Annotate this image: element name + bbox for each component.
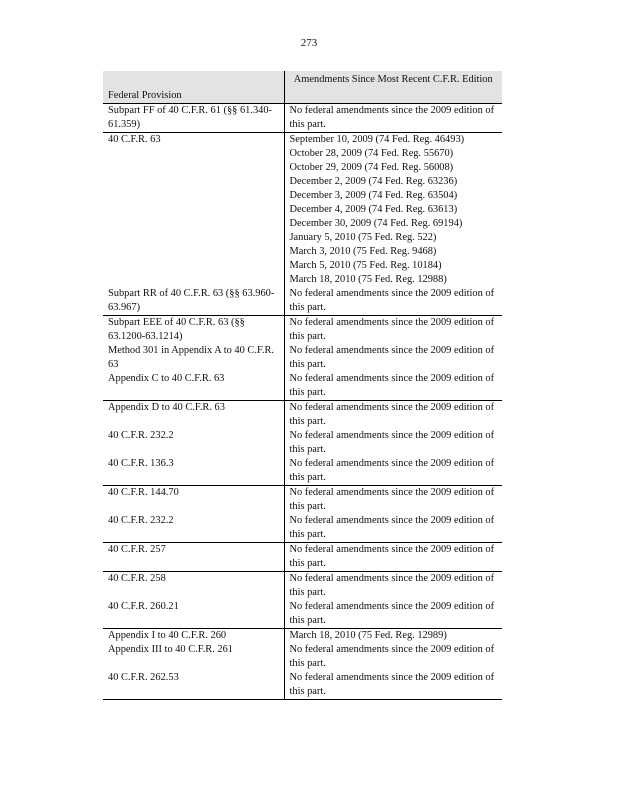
amendments-cell (284, 457, 502, 486)
amendments-cell (284, 429, 502, 457)
amendment-entry: December 30, 2009 (74 Fed. Reg. 69194) (289, 218, 463, 229)
provision-cell: Subpart FF of 40 C.F.R. 61 (§§ 61.340-61.359) (103, 104, 284, 133)
amendments-cell (284, 629, 502, 644)
provision-cell: 40 C.F.R. 63 (103, 133, 284, 288)
amendment-entry: March 5, 2010 (75 Fed. Reg. 10184) (289, 260, 442, 271)
amendment-entry: October 28, 2009 (74 Fed. Reg. 55670) (289, 148, 454, 159)
amendment-entry: December 2, 2009 (74 Fed. Reg. 63236) (289, 176, 458, 187)
amendments-cell (284, 543, 502, 572)
table-row (103, 600, 502, 629)
provision-cell: 40 C.F.R. 232.2 (103, 514, 284, 543)
table-row (103, 572, 502, 601)
table-row (103, 514, 502, 543)
amendment-entry: No federal amendments since the 2009 edition of this part. (289, 288, 495, 313)
amendments-cell (284, 486, 502, 515)
amendment-entry: No federal amendments since the 2009 edition of this part. (289, 345, 495, 370)
table-row (103, 457, 502, 486)
amendment-entry: No federal amendments since the 2009 edition of this part. (289, 672, 495, 697)
amendment-entry: No federal amendments since the 2009 edition of this part. (289, 515, 495, 540)
provision-cell: Method 301 in Appendix A to 40 C.F.R. 63 (103, 344, 284, 372)
amendment-entry: No federal amendments since the 2009 edition of this part. (289, 430, 495, 455)
amendment-entry: January 5, 2010 (75 Fed. Reg. 522) (289, 232, 437, 243)
amendment-entry: March 18, 2010 (75 Fed. Reg. 12988) (289, 274, 447, 285)
amendments-cell (284, 344, 502, 372)
amendment-entry: No federal amendments since the 2009 edition of this part. (289, 644, 495, 669)
amendments-cell (284, 401, 502, 430)
provision-cell: Appendix C to 40 C.F.R. 63 (103, 372, 284, 401)
provision-cell: Appendix III to 40 C.F.R. 261 (103, 643, 284, 671)
provision-cell: Appendix D to 40 C.F.R. 63 (103, 401, 284, 430)
amendment-entry: December 4, 2009 (74 Fed. Reg. 63613) (289, 204, 458, 215)
provision-cell: Subpart EEE of 40 C.F.R. 63 (§§ 63.1200-63.1214) (103, 316, 284, 345)
provision-cell: 40 C.F.R. 232.2 (103, 429, 284, 457)
table-row (103, 344, 502, 372)
header-federal-provision: Federal Provision (103, 71, 284, 104)
provision-cell: 40 C.F.R. 260.21 (103, 600, 284, 629)
table-row (103, 316, 502, 345)
amendments-cell (284, 600, 502, 629)
table-row (103, 372, 502, 401)
amendments-cell (284, 287, 502, 316)
table-row (103, 629, 502, 644)
amendment-entry: October 29, 2009 (74 Fed. Reg. 56008) (289, 162, 454, 173)
amendment-entry: March 3, 2010 (75 Fed. Reg. 9468) (289, 246, 437, 257)
table-row (103, 486, 502, 515)
amendment-entry: No federal amendments since the 2009 edition of this part. (289, 105, 495, 130)
amendment-entry: No federal amendments since the 2009 edition of this part. (289, 458, 495, 483)
amendment-entry: No federal amendments since the 2009 edition of this part. (289, 573, 495, 598)
amendments-cell (284, 643, 502, 671)
table-row (103, 671, 502, 700)
amendments-table (103, 71, 502, 700)
amendments-cell (284, 372, 502, 401)
amendments-cell (284, 104, 502, 133)
table-row (103, 543, 502, 572)
provision-cell: 40 C.F.R. 257 (103, 543, 284, 572)
table-header-row (103, 71, 502, 104)
amendments-cell (284, 316, 502, 345)
provision-cell: Subpart RR of 40 C.F.R. 63 (§§ 63.960-63.967) (103, 287, 284, 316)
amendment-entry: December 3, 2009 (74 Fed. Reg. 63504) (289, 190, 458, 201)
table-row (103, 429, 502, 457)
provision-cell: 40 C.F.R. 136.3 (103, 457, 284, 486)
amendment-entry: March 18, 2010 (75 Fed. Reg. 12989) (289, 630, 447, 641)
page-number: 273 (300, 37, 318, 49)
table-row (103, 287, 502, 316)
amendment-entry: No federal amendments since the 2009 edition of this part. (289, 544, 495, 569)
provision-cell: Appendix I to 40 C.F.R. 260 (103, 629, 284, 644)
table-row (103, 133, 502, 288)
provision-cell: 40 C.F.R. 144.70 (103, 486, 284, 515)
amendments-cell (284, 514, 502, 543)
amendment-entry: No federal amendments since the 2009 edition of this part. (289, 317, 495, 342)
amendments-cell (284, 572, 502, 601)
amendment-entry: September 10, 2009 (74 Fed. Reg. 46493) (289, 134, 465, 145)
amendment-entry: No federal amendments since the 2009 edition of this part. (289, 402, 495, 427)
amendments-cell (284, 671, 502, 700)
provision-cell: 40 C.F.R. 262.53 (103, 671, 284, 700)
table-body (103, 104, 502, 700)
table-row (103, 104, 502, 133)
provision-cell: 40 C.F.R. 258 (103, 572, 284, 601)
header-amendments: Amendments Since Most Recent C.F.R. Edition (284, 71, 502, 104)
amendment-entry: No federal amendments since the 2009 edition of this part. (289, 373, 495, 398)
amendments-cell (284, 133, 502, 288)
amendment-entry: No federal amendments since the 2009 edition of this part. (289, 487, 495, 512)
table-row (103, 643, 502, 671)
table-row (103, 401, 502, 430)
amendment-entry: No federal amendments since the 2009 edition of this part. (289, 601, 495, 626)
